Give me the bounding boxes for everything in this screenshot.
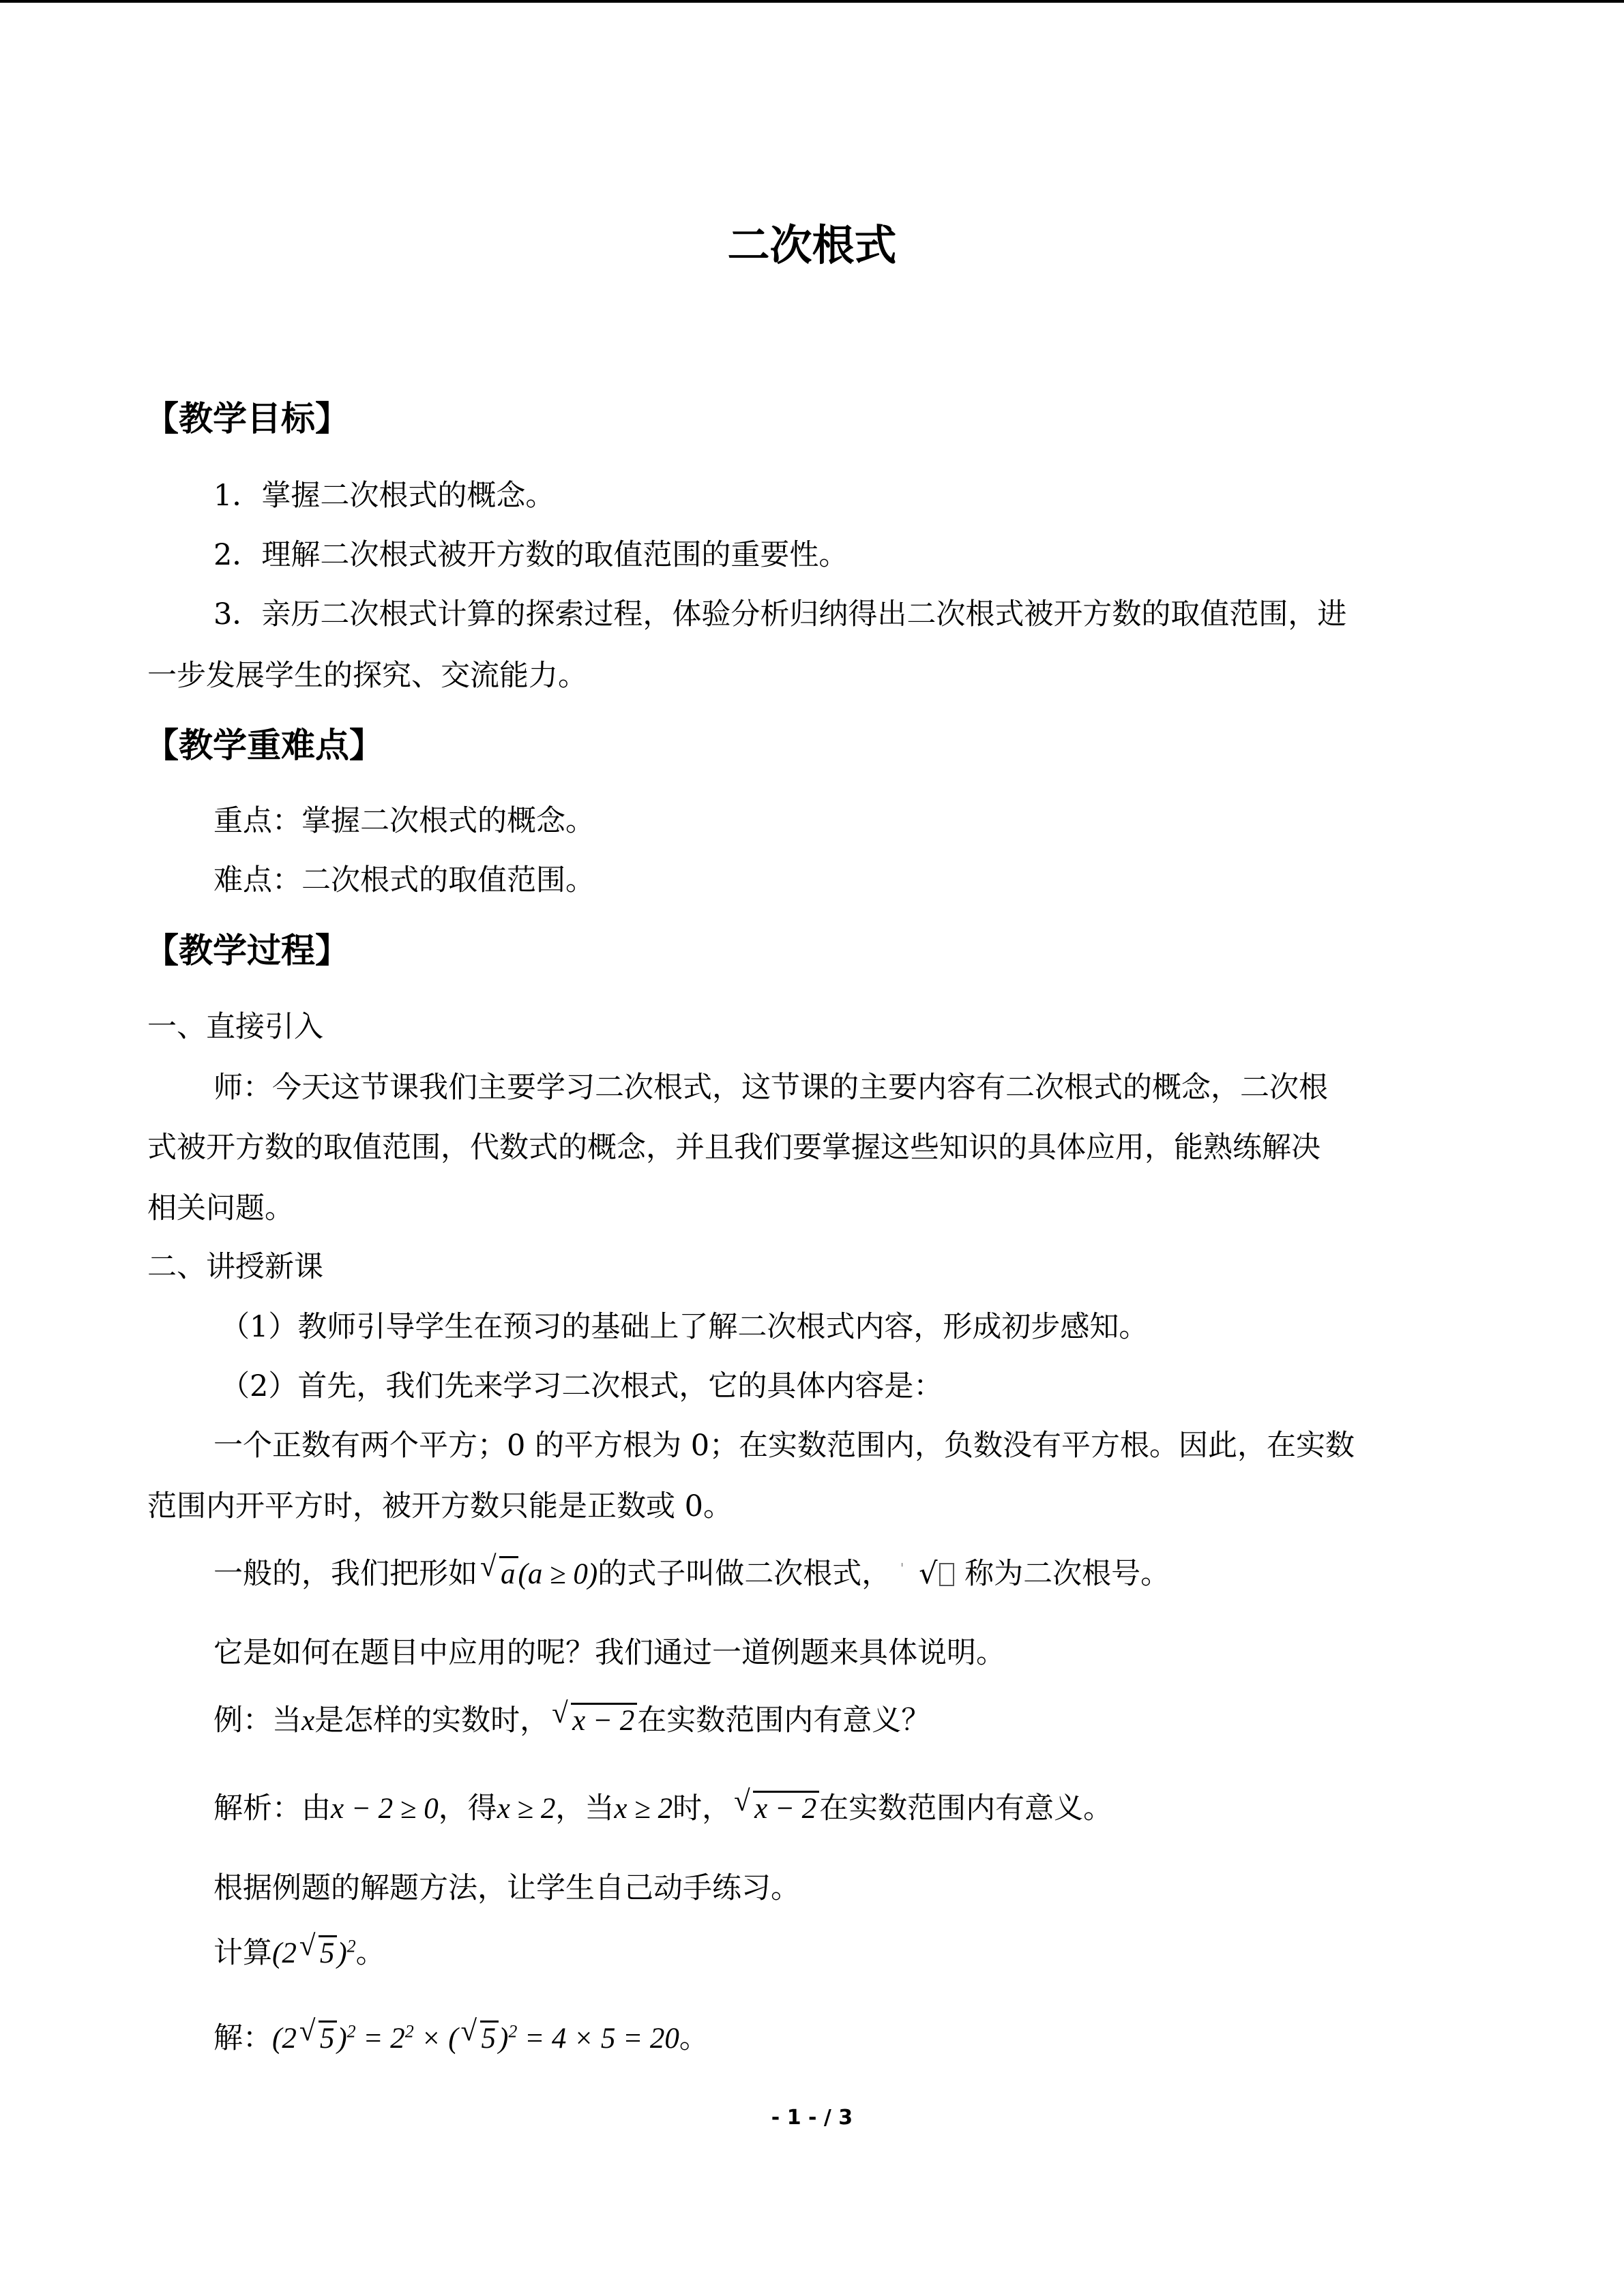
definition-suffix: 称为二次根号。 [964, 1557, 1170, 1591]
solution-prefix: 解析：由 [213, 1791, 331, 1825]
goal-item-2: 2．理解二次根式被开方数的取值范围的重要性。 [213, 538, 848, 572]
example-radical [552, 1697, 637, 1737]
teacher-line-2: 式被开方数的取值范围，代数式的概念，并且我们要掌握这些知识的具体应用，能熟练解决 [147, 1131, 1320, 1165]
process-heading: 【教学过程】 [145, 931, 349, 970]
example-prefix: 例：当 [213, 1703, 301, 1738]
radical-sign-icon: √ [480, 1551, 497, 1583]
definition-prefix: 一般的，我们把形如 [213, 1557, 477, 1591]
calc-radicand: 5 [319, 1935, 338, 1969]
answer-radical-2: √ 5 [461, 2021, 499, 2055]
calc-line [213, 1930, 385, 1970]
calc-prefix: 计算 [213, 1936, 272, 1970]
keypoints-heading: 【教学重难点】 [145, 726, 383, 765]
definition-condition: (a ≥ 0) [518, 1558, 598, 1590]
radical-sign-icon: √ [299, 2015, 316, 2047]
calc-radical [299, 1930, 338, 1969]
radical-sign-icon: √ [734, 1785, 750, 1817]
example-middle: 是怎样的实数时， [314, 1703, 550, 1738]
solution-suffix: 在实数范围内有意义。 [819, 1791, 1113, 1825]
goal-item-3-line-1: 3．亲历二次根式计算的探索过程，体验分析归纳得出二次根式被开方数的取值范围，进 [213, 597, 1347, 631]
calc-exponent: 2 [346, 1936, 356, 1956]
solution-mid-3: 时， [673, 1791, 732, 1825]
answer-rhs: = 4 × 5 = 20 [525, 2023, 679, 2055]
step-1: （1）教师引导学生在预习的基础上了解二次根式内容，形成初步感知。 [220, 1310, 1149, 1344]
goal-item-1: 1．掌握二次根式的概念。 [213, 479, 555, 513]
page-title: 二次根式 [727, 220, 897, 270]
answer-prefix: 解： [213, 2021, 272, 2055]
placeholder-box-icon [939, 1563, 954, 1586]
answer-line [213, 2015, 709, 2055]
solution-inequality-3: x ≥ 2 [614, 1793, 673, 1825]
radical-sign-icon: √ [299, 1930, 316, 1962]
definition-line [213, 1551, 1170, 1591]
teacher-line-3: 相关问题。 [147, 1191, 294, 1225]
calc-expression: (2 √ 5)$^2$ [272, 1930, 356, 1969]
solution-inequality-2: x ≥ 2 [497, 1793, 556, 1825]
teacher-line-1: 师：今天这节课我们主要学习二次根式，这节课的主要内容有二次根式的概念，二次根 [213, 1071, 1328, 1105]
example-variable: x [301, 1705, 315, 1737]
solution-radical [734, 1785, 819, 1825]
solution-mid-2: ，当 [555, 1791, 615, 1825]
step-2: （2）首先，我们先来学习二次根式，它的具体内容是： [220, 1369, 943, 1403]
goals-heading: 【教学目标】 [145, 399, 349, 438]
definition-middle: 的式子叫做二次根式， [597, 1557, 891, 1591]
example-radicand: x − 2 [571, 1703, 637, 1737]
difficulty-line: 难点：二次根式的取值范围。 [213, 863, 595, 897]
paragraph-line-1: 一个正数有两个平方；0 的平方根为 0；在实数范围内，负数没有平方根。因此，在实数 [213, 1429, 1355, 1463]
focus-line: 重点：掌握二次根式的概念。 [213, 804, 595, 838]
answer-expression: (2 √ $5)^2 = 2^2$ × ( √ 5)$^2$ = 4 × 5 = 20 [272, 2015, 679, 2055]
answer-radical-1: √ 5 [299, 2021, 338, 2055]
solution-mid-1: ，得 [438, 1791, 497, 1825]
goal-item-3-line-2: 一步发展学生的探究、交流能力。 [147, 659, 587, 693]
radical-sign-icon: √ [552, 1697, 568, 1729]
paragraph-line-2: 范围内开平方时，被开方数只能是正数或 0。 [147, 1489, 733, 1523]
apply-line: 它是如何在题目中应用的呢？我们通过一道例题来具体说明。 [213, 1636, 1005, 1670]
part-1-title: 一、直接引入 [147, 1010, 323, 1044]
page-number: - 1 - / 3 [771, 2106, 853, 2130]
part-2-title: 二、讲授新课 [147, 1250, 323, 1284]
page-top-border [0, 0, 1624, 3]
quote-mark-icon: ' [900, 1560, 904, 1577]
solution-inequality-1: x − 2 ≥ 0 [331, 1793, 439, 1825]
radical-symbol-icon: √ [919, 1557, 938, 1591]
answer-suffix: 。 [679, 2021, 709, 2055]
example-suffix: 在实数范围内有意义？ [637, 1703, 931, 1738]
sqrt-a-expression [480, 1551, 518, 1590]
solution-radicand: x − 2 [753, 1791, 819, 1825]
calc-suffix: 。 [355, 1936, 385, 1970]
solution-line [213, 1785, 1113, 1825]
calc-coefficient: 2 [282, 1937, 297, 1969]
radical-sign-icon: √ [460, 2015, 477, 2047]
practice-line: 根据例题的解题方法，让学生自己动手练习。 [213, 1871, 800, 1905]
radicand-a: a [499, 1556, 518, 1590]
example-line [213, 1697, 931, 1738]
